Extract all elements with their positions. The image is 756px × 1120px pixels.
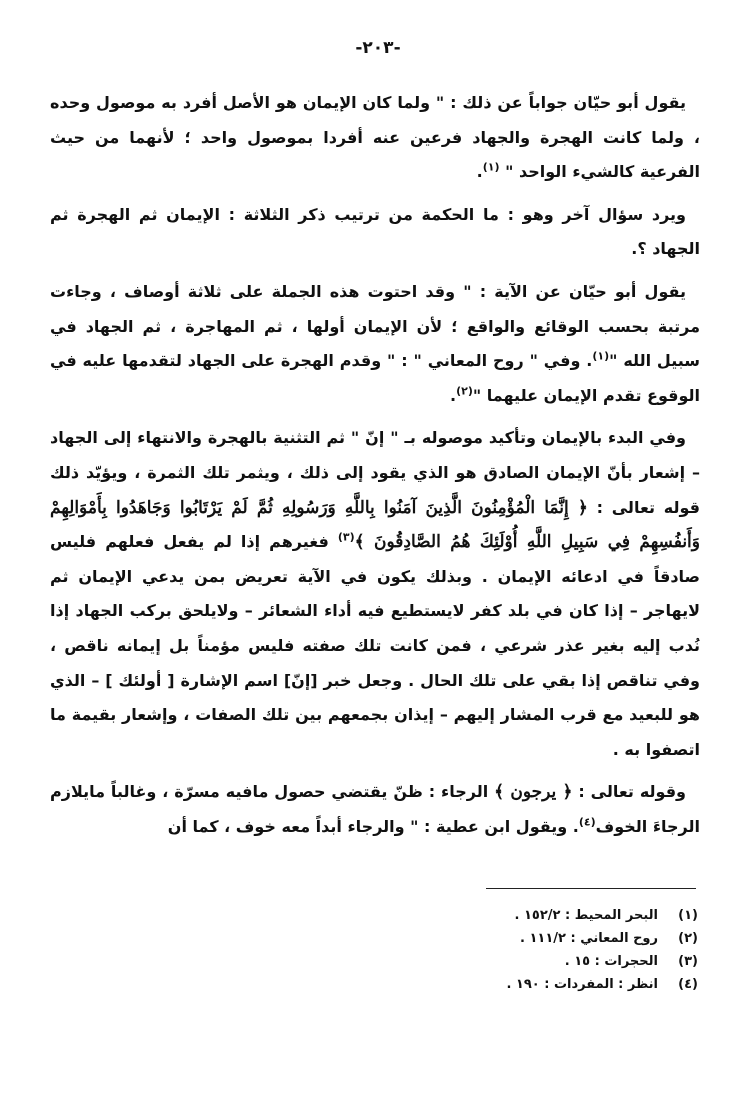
text-run: . ويقول ابن عطية : " والرجاء أبداً معه خوف ، كما أن: [167, 816, 579, 836]
paragraph: [50, 421, 700, 767]
footnote-number: (٤): [678, 977, 698, 992]
text-run: فغيرهم إذا لم يفعل فعلهم فليس صادقاً في ادعائه الإيمان . وبذلك يكون في الآية تعريض بمن يدعي الإيمان ثم لايهاجر – إذا كان في بلد كفر لايستطيع فيه أداء الشعائر – ولايلحق بركب الجهاد إذا نُدب إليه بغير عذر شرعي ، فمن كانت تلك صفته فليس مؤمناً بل إيمانه ناقص ، وفي تناقص إذا بقي على تلك الحال . وجعل خبر [إنّ] اسم الإشارة [ أولئك ] – الذي هو للبعيد مع قرب المشار إليهم – إيذان بجمعهم بين تلك الصفات ، وإشعار بقيمة ما اتصفوا به .: [50, 532, 700, 759]
quran-verse: ﴿ يرجون ﴾: [494, 782, 573, 803]
footnote-number: (١): [678, 908, 698, 923]
footnote-item: [298, 950, 698, 973]
quran-verse: ﴿ إِنَّمَا الْمُؤْمِنُونَ الَّذِينَ آمَنُوا بِاللَّهِ وَرَسُولِهِ ثُمَّ لَمْ يَرْتَابُوا وَجَاهَدُوا بِأَمْوَالِهِمْ وَأَنفُسِهِمْ فِي سَبِيلِ اللَّهِ أُوْلَئِكَ هُمُ الصَّادِقُونَ ﴾: [50, 497, 700, 553]
footnote-text: الحجرات : ١٥ .: [564, 954, 658, 969]
text-run: وقوله تعالى :: [572, 782, 686, 802]
paragraph: [50, 275, 700, 413]
footnote-text: انظر : المفردات : ١٩٠ .: [506, 977, 658, 992]
footnote-reference: (١): [482, 160, 500, 174]
paragraph: [50, 198, 700, 267]
text-run: الرجاء : ظنّ يقتضي حصول مافيه مسرّة ، وغالباً مايلازم الرجاءَ الخوف: [50, 782, 700, 836]
footnote-reference: (١): [592, 349, 610, 363]
text-run: يقول أبو حيّان عن الآية : " وقد احتوت هذه الجملة على ثلاثة أوصاف ، وجاءت مرتبة بحسب الوقائع والواقع ؛ لأن الإيمان أولها ، ثم المهاجرة ، ثم الجهاد في سبيل الله ": [50, 281, 700, 371]
footnote-text: البحر المحيط : ١٥٢/٢ .: [514, 908, 658, 923]
footnote-number: (٣): [678, 954, 698, 969]
text-run: وفي البدء بالإيمان وتأكيد موصوله بـ " إنّ " ثم التثنية بالهجرة والانتهاء إلى الجهاد – إشعار بأنّ الإيمان الصادق هو الذي يقود إلى ذلك ، ويثمر تلك الثمرة ، ويؤيّد ذلك قوله تعالى :: [50, 428, 700, 517]
footnote-reference: (٤): [578, 815, 596, 829]
footnote-item: [298, 927, 698, 950]
footnote-reference: (٣): [337, 530, 355, 544]
text-run: يقول أبو حيّان جواباً عن ذلك : " ولما كان الإيمان هو الأصل أفرد به موصول وحده ، ولما كانت الهجرة والجهاد فرعين عنه أفردا بموصول واحد ؛ لأنهما من حيث الفرعية كالشيء الواحد ": [50, 93, 700, 182]
footnote-number: (٢): [678, 931, 698, 946]
footnotes: [298, 904, 698, 996]
text-run: .: [476, 162, 483, 182]
page-number: -٢٠٣-: [355, 38, 401, 58]
footnote-reference: (٢): [456, 384, 473, 398]
paragraph: [50, 775, 700, 844]
footnote-text: روح المعاني : ١١١/٢ .: [520, 931, 658, 946]
main-text: [50, 86, 700, 844]
footnote-item: [298, 973, 698, 996]
text-run: .: [449, 385, 457, 405]
text-run: ويرد سؤال آخر وهو : ما الحكمة من ترتيب ذكر الثلاثة : الإيمان ثم الهجرة ثم الجهاد ؟.: [50, 204, 700, 259]
footnote-item: [298, 904, 698, 927]
text-run: . وفي " روح المعاني " : " وقدم الهجرة على الجهاد لتقدمها عليه في الوقوع تقدم الإيمان عليهما ": [50, 351, 700, 405]
paragraph: [50, 86, 700, 190]
footnote-divider: [486, 888, 696, 889]
